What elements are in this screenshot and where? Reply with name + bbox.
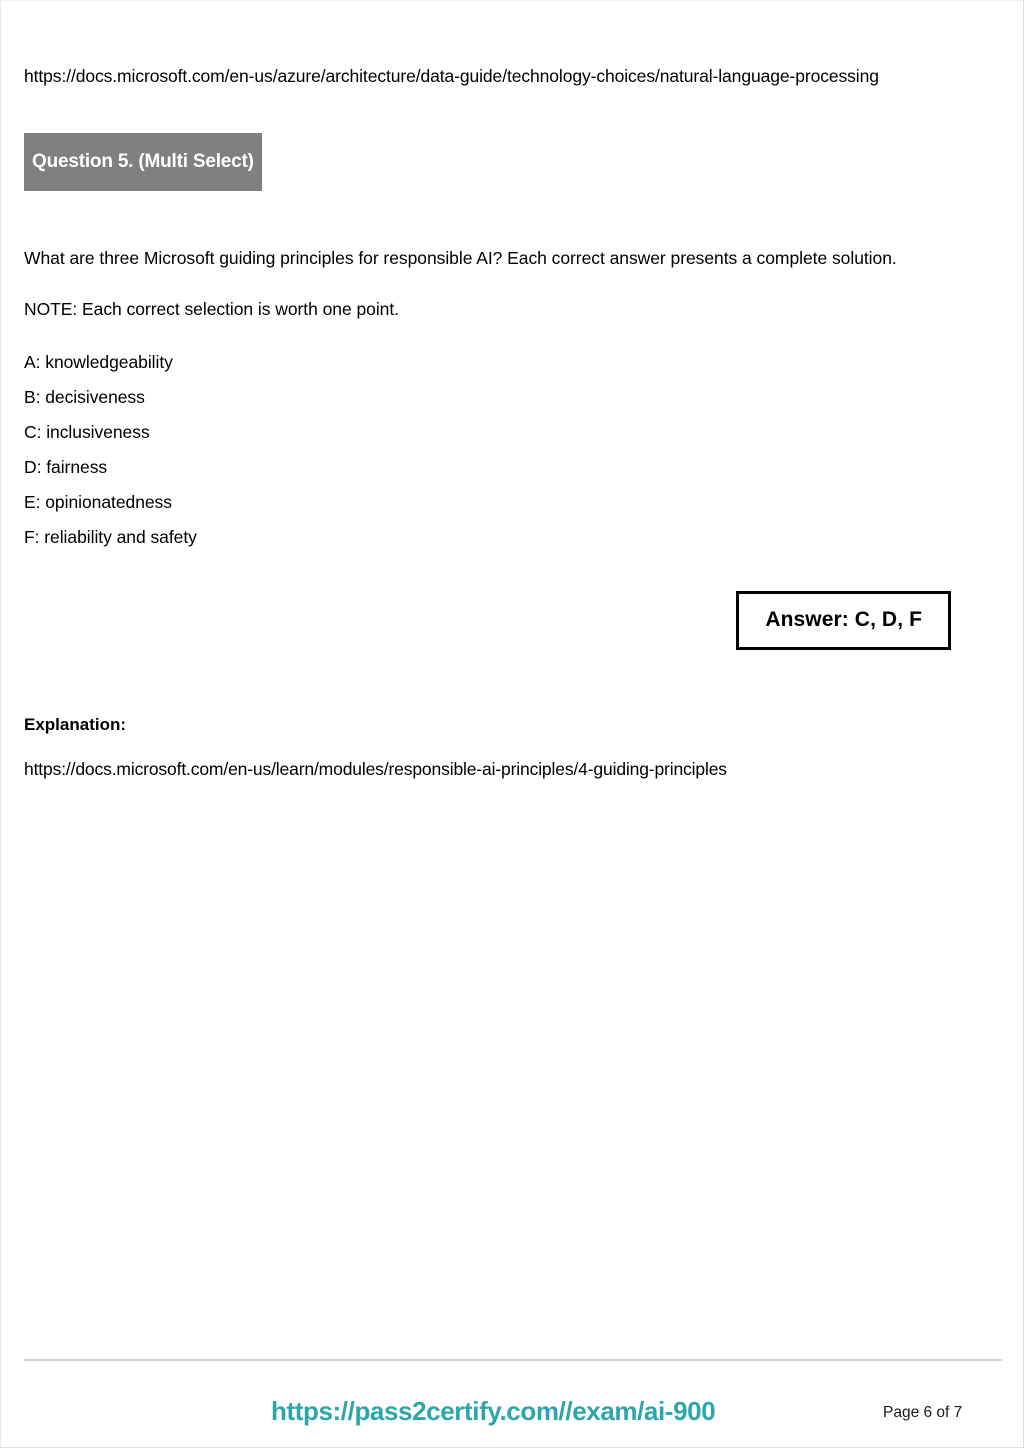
question-header-band: [24, 133, 262, 191]
option-c[interactable]: C: inclusiveness: [24, 421, 150, 442]
option-a[interactable]: A: knowledgeability: [24, 351, 173, 372]
answer-options-list: [24, 345, 986, 555]
question-note: NOTE: Each correct selection is worth one point.: [24, 298, 399, 319]
page-content: [24, 43, 986, 800]
footer-site-link[interactable]: https://pass2certify.com//exam/ai-900: [271, 1396, 716, 1426]
source-url-text: https://docs.microsoft.com/en-us/azure/architecture/data-guide/technology-choices/natural-language-processing: [24, 65, 879, 86]
footer-divider: [24, 1359, 1002, 1361]
page-footer: [1, 1394, 1024, 1434]
answer-box: Answer: C, D, F: [736, 591, 951, 650]
page-number-indicator: Page 6 of 7: [883, 1404, 963, 1421]
option-d[interactable]: D: fairness: [24, 456, 108, 477]
question-header-label: Question 5. (Multi Select): [32, 151, 254, 172]
explanation-label: Explanation:: [24, 714, 127, 734]
question-prompt: What are three Microsoft guiding principles for responsible AI? Each correct answer presents a complete solution.: [24, 248, 897, 268]
explanation-url-text: https://docs.microsoft.com/en-us/learn/modules/responsible-ai-principles/4-guiding-principles: [24, 758, 727, 779]
option-e[interactable]: E: opinionatedness: [24, 491, 172, 512]
option-f[interactable]: F: reliability and safety: [24, 526, 197, 547]
option-b[interactable]: B: decisiveness: [24, 386, 145, 407]
answer-row: [24, 591, 986, 650]
